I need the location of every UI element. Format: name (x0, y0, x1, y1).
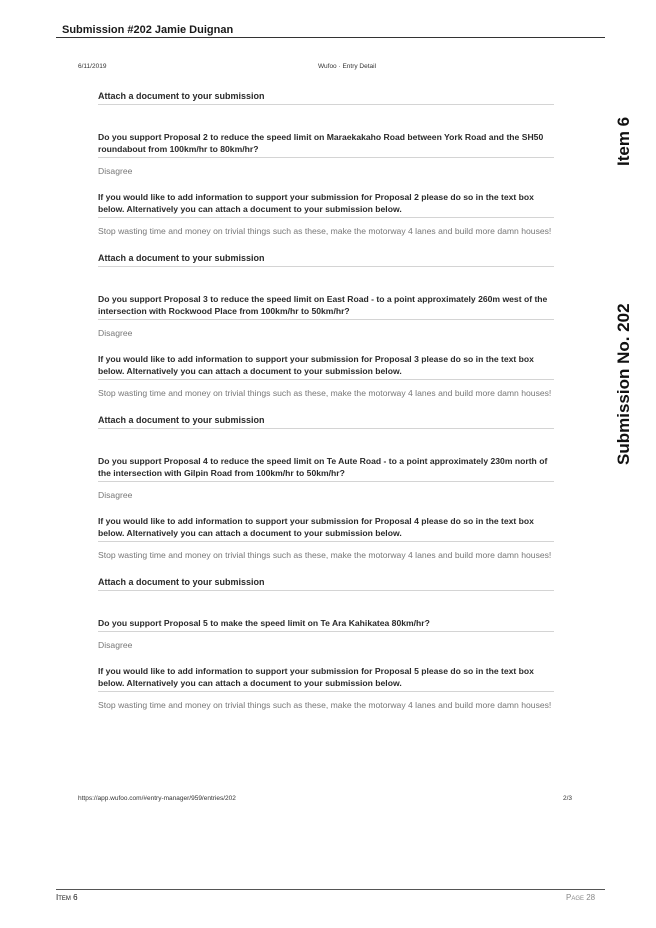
footer-item-label: Item 6 (56, 893, 78, 902)
attach-heading: Attach a document to your submission (98, 253, 554, 267)
answer-text: Stop wasting time and money on trivial things such as these, make the motorway 4 lanes and build more damn houses! (98, 388, 552, 398)
print-header-title: Wufoo · Entry Detail (318, 63, 377, 70)
header-divider (56, 37, 605, 38)
entry-content (98, 91, 554, 711)
answer-text: Disagree (98, 166, 133, 176)
question-heading: Do you support Proposal 3 to reduce the speed limit on East Road - to a point approximately 260m west of the intersection with Rockwood Place from 100km/hr to 50km/hr? (98, 293, 554, 320)
print-date: 6/11/2019 (78, 63, 107, 70)
attach-heading: Attach a document to your submission (98, 415, 554, 429)
print-footer-url: https://app.wufoo.com/#entry-manager/959/entries/202 (78, 795, 236, 802)
footer-divider (56, 889, 605, 890)
side-label-item: Item 6 (614, 116, 633, 166)
question-heading: Do you support Proposal 4 to reduce the speed limit on Te Aute Road - to a point approximately 230m north of the intersection with Gilpin Road from 100km/hr to 50km/hr? (98, 455, 554, 482)
page-title: Submission #202 Jamie Duignan (62, 24, 234, 36)
question-heading: If you would like to add information to support your submission for Proposal 4 please do so in the text box below. Alternatively you can attach a document to your submission below. (98, 515, 554, 542)
attach-heading: Attach a document to your submission (98, 91, 554, 105)
answer-text: Stop wasting time and money on trivial things such as these, make the motorway 4 lanes and build more damn houses! (98, 550, 552, 560)
print-footer-page: 2/3 (563, 795, 573, 802)
question-heading: Do you support Proposal 2 to reduce the speed limit on Maraekakaho Road between York Road and the SH50 roundabout from 100km/hr to 80km/hr? (98, 131, 554, 158)
footer-page-label: Page 28 (566, 893, 596, 902)
attach-heading: Attach a document to your submission (98, 577, 554, 591)
side-label-submission: Submission No. 202 (614, 303, 633, 465)
answer-text: Stop wasting time and money on trivial things such as these, make the motorway 4 lanes and build more damn houses! (98, 700, 552, 710)
answer-text: Disagree (98, 640, 133, 650)
answer-text: Disagree (98, 490, 133, 500)
answer-text: Stop wasting time and money on trivial things such as these, make the motorway 4 lanes and build more damn houses! (98, 226, 552, 236)
question-heading: If you would like to add information to support your submission for Proposal 5 please do so in the text box below. Alternatively you can attach a document to your submission below. (98, 665, 554, 692)
question-heading: If you would like to add information to support your submission for Proposal 2 please do so in the text box below. Alternatively you can attach a document to your submission below. (98, 191, 554, 218)
question-heading: Do you support Proposal 5 to make the speed limit on Te Ara Kahikatea 80km/hr? (98, 617, 554, 632)
question-heading: If you would like to add information to support your submission for Proposal 3 please do so in the text box below. Alternatively you can attach a document to your submission below. (98, 353, 554, 380)
answer-text: Disagree (98, 328, 133, 338)
